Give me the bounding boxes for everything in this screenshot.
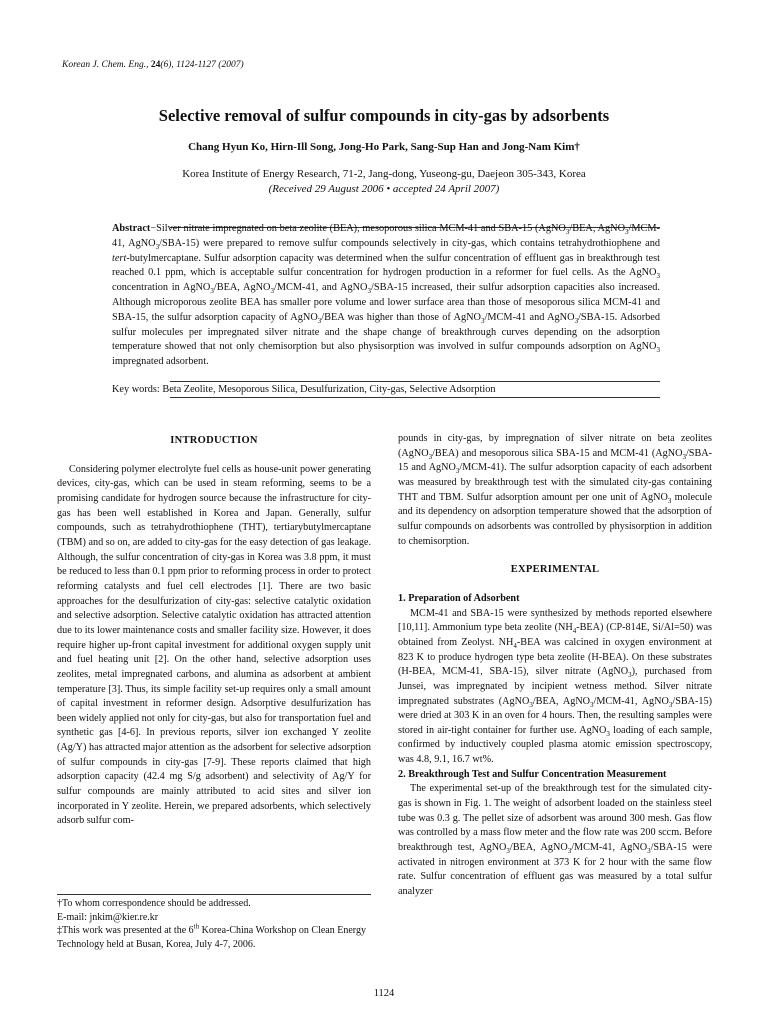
author-list: Chang Hyun Ko, Hirn-Ill Song, Jong-Ho Park, Sang-Sup Han and Jong-Nam Kim† — [188, 141, 580, 153]
experimental-heading: EXPERIMENTAL — [510, 564, 600, 576]
keywords — [112, 384, 672, 395]
received-dates: (Received 29 August 2006 • accepted 24 April 2007) — [268, 183, 500, 195]
introduction-paragraph: Considering polymer electrolyte fuel cells as house-unit power generating devices, city-gas, which can be used in steam reforming, seems to be a promising candidate for hydrogen source because the infrastructure for city-gas has been well established in Korea and Japan. Generally, sulfur compounds, such as tetrahydrothiophene (THT), tertiarybutylmercaptane (TBM) and so on, are added to city-gas for the easy detection of gas leakage. Although, the sulfur concentration of city-gas in Korea was 3.8 ppm, it must be reduced to less than 0.1 ppm prior to reforming process in order to protect reforming catalysts and fuel cell electrodes [1]. There are two basic approaches for the desulfurization of city-gas: selective catalytic oxidation and selective adsorption. Selective catalytic oxidation has attracted attention due to its lower maintenance costs and smaller facility size. However, it does require higher up-front capital investment for additional oxygen supply unit and fuel heating unit [2]. On the other hand, selective adsorption uses zeolites, metal impregnated carbons, and alumina as adsorbent at ambient temperature [3]. Thus, its simple facility set-up requires only a small amount of capital investment in reformer design. Adsorptive desulfurization has been widely applied not only for city-gas, but also for transportation fuel and synthetic gas [4-6]. In previous reports, silver ion exchanged Y zeolite (Ag/Y) has attracted major attention as the adsorbent for selective adsorption of sulfur compounds in city-gas [7-9]. These reports claimed that high adsorption capacity (42.4 mg S/g adsorbent) and selectivity of Ag/Y for sulfur compounds are mainly attributed to acid sites and silver ion incorporated in Y zeolite. Herein, we prepared adsorbents, which selectively adsorb sulfur com- — [57, 463, 372, 827]
footnote-correspondence: †To whom correspondence should be addressed. — [57, 898, 251, 909]
footnote-email: E-mail: jnkim@kier.re.kr — [57, 911, 159, 923]
footnote-workshop: ‡This work was presented at the 6th Korea-China Workshop on Clean Energy Technology held at Busan, Korea, July 4-7, 2006. — [57, 922, 366, 950]
abstract-body: −Silver nitrate impregnated on beta zeolite (BEA), mesoporous silica MCM-41 and SBA-15 (AgNO$_3$/BEA, AgNO$_3$/MCM-41, AgNO$_3$/SBA-15) were prepared to remove sulfur compounds selectively in city-gas, which contains tetrahydrothiophene and tert-butylmercaptane. Sulfur adsorption capacity was determined when the sulfur concentration of effluent gas in breakthrough test reached 0.1 ppm, which is acceptable sulfur concentration for hydrogen production in a reformer for fuel cells. As the AgNO$_3$ concentration in AgNO$_3$/BEA, AgNO$_3$/MCM-41, and AgNO$_3$/SBA-15 increased, their sulfur adsorption capacities also increased. Although microporous zeolite BEA has smaller pore volume and lower surface area than those of mesoporous silica MCM-41 and SBA-15, the sulfur adsorption capacity of AgNO$_3$/BEA was higher than those of AgNO$_3$/MCM-41 and AgNO$_3$/SBA-15. Adsorbed sulfur molecules per impregnated silver nitrate and the shape change of breakthrough curves depending on the adsorption temperature showed that not only chemisorption but also physisorption was involved in sulfur compounds adsorption on AgNO$_3$ impregnated adsorbent. — [112, 223, 660, 368]
breakthrough-paragraph: The experimental set-up of the breakthrough test for the simulated city-gas is shown in Fig. 1. The weight of adsorbent loaded on the stainless steel tube was 0.3 g. The pellet size of adsorbent was around 300 mesh. Gas flow was controlled by a mass flow meter and the flow rate was 200 sccm. Before breakthrough test, AgNO$_3$/BEA, AgNO$_3$/MCM-41, AgNO$_3$/SBA-15 were activated in nitrogen environment at 373 K for 2 hour with the same flow rate. Sulfur concentration of effluent gas was measured by a total sulfur analyzer — [398, 783, 712, 898]
paper-title: Selective removal of sulfur compounds in city-gas by adsorbents — [158, 106, 610, 125]
introduction-heading: INTRODUCTION — [170, 435, 258, 446]
preparation-heading: 1. Preparation of Adsorbent — [398, 592, 520, 604]
left-column — [57, 434, 371, 829]
keywords-bottom-rule — [170, 397, 660, 398]
journal-citation: Korean J. Chem. Eng., 24(6), 1124-1127 (2007) — [62, 60, 244, 70]
abstract-label: Abstract — [112, 223, 151, 234]
right-column — [398, 432, 712, 900]
footnotes — [57, 894, 371, 951]
page-number: 1124 — [373, 988, 395, 999]
preparation-paragraph: MCM-41 and SBA-15 were synthesized by methods reported elsewhere [10,11]. Ammonium type beta zeolite $(NH_4-BEA)$ (CP-814E, Si/Al=50) was obtained from Zeolyst. $NH_4$-BEA was calcined in oxygen environment at 823 K to produce hydrogen type beta zeolite (H-BEA). On these substrates (H-BEA, MCM-41, SBA-15), silver nitrate (AgNO$_3$), purchased from Junsei, was impregnated by incipient wetness method. Silver nitrate impregnated substrates (AgNO$_3$/BEA, AgNO$_3$/MCM-41, AgNO$_3$/SBA-15) were dried at 303 K in an oven for 4 hours. Then, the resulting samples were stored in air-tight container for further use. AgNO$_3$ loading of each sample, confirmed by inductively coupled plasma atomic emission spectroscopy, was 4.8, 9.1, 16.7 wt%. — [398, 607, 712, 766]
keywords-top-rule — [170, 381, 660, 382]
abstract — [112, 222, 660, 370]
intro-continuation: pounds in city-gas, by impregnation of silver nitrate on beta zeolites (AgNO$_3$/BEA) and mesoporous silica SBA-15 and MCM-41 (AgNO$_3$/SBA-15 and AgNO$_3$/MCM-41). The sulfur adsorption capacity of each adsorbent was measured by breakthrough test with the simulated city-gas containing THT and TBM. Sulfur adsorption amount per one unit of AgNO$_3$ molecule and its dependency on adsorption temperature showed that the adsorption of sulfur compounds on adsorbents was controlled by physisorption in addition to chemisorption. — [398, 433, 712, 547]
keywords-list: Beta Zeolite, Mesoporous Silica, Desulfurization, City-gas, Selective Adsorption — [162, 384, 496, 395]
breakthrough-heading: 2. Breakthrough Test and Sulfur Concentration Measurement — [398, 768, 667, 780]
affiliation-address: Korea Institute of Energy Research, 71-2, Jang-dong, Yuseong-gu, Daejeon 305-343, Korea — [182, 168, 586, 180]
keywords-label: Key words: — [112, 384, 160, 395]
affiliation — [0, 167, 768, 197]
